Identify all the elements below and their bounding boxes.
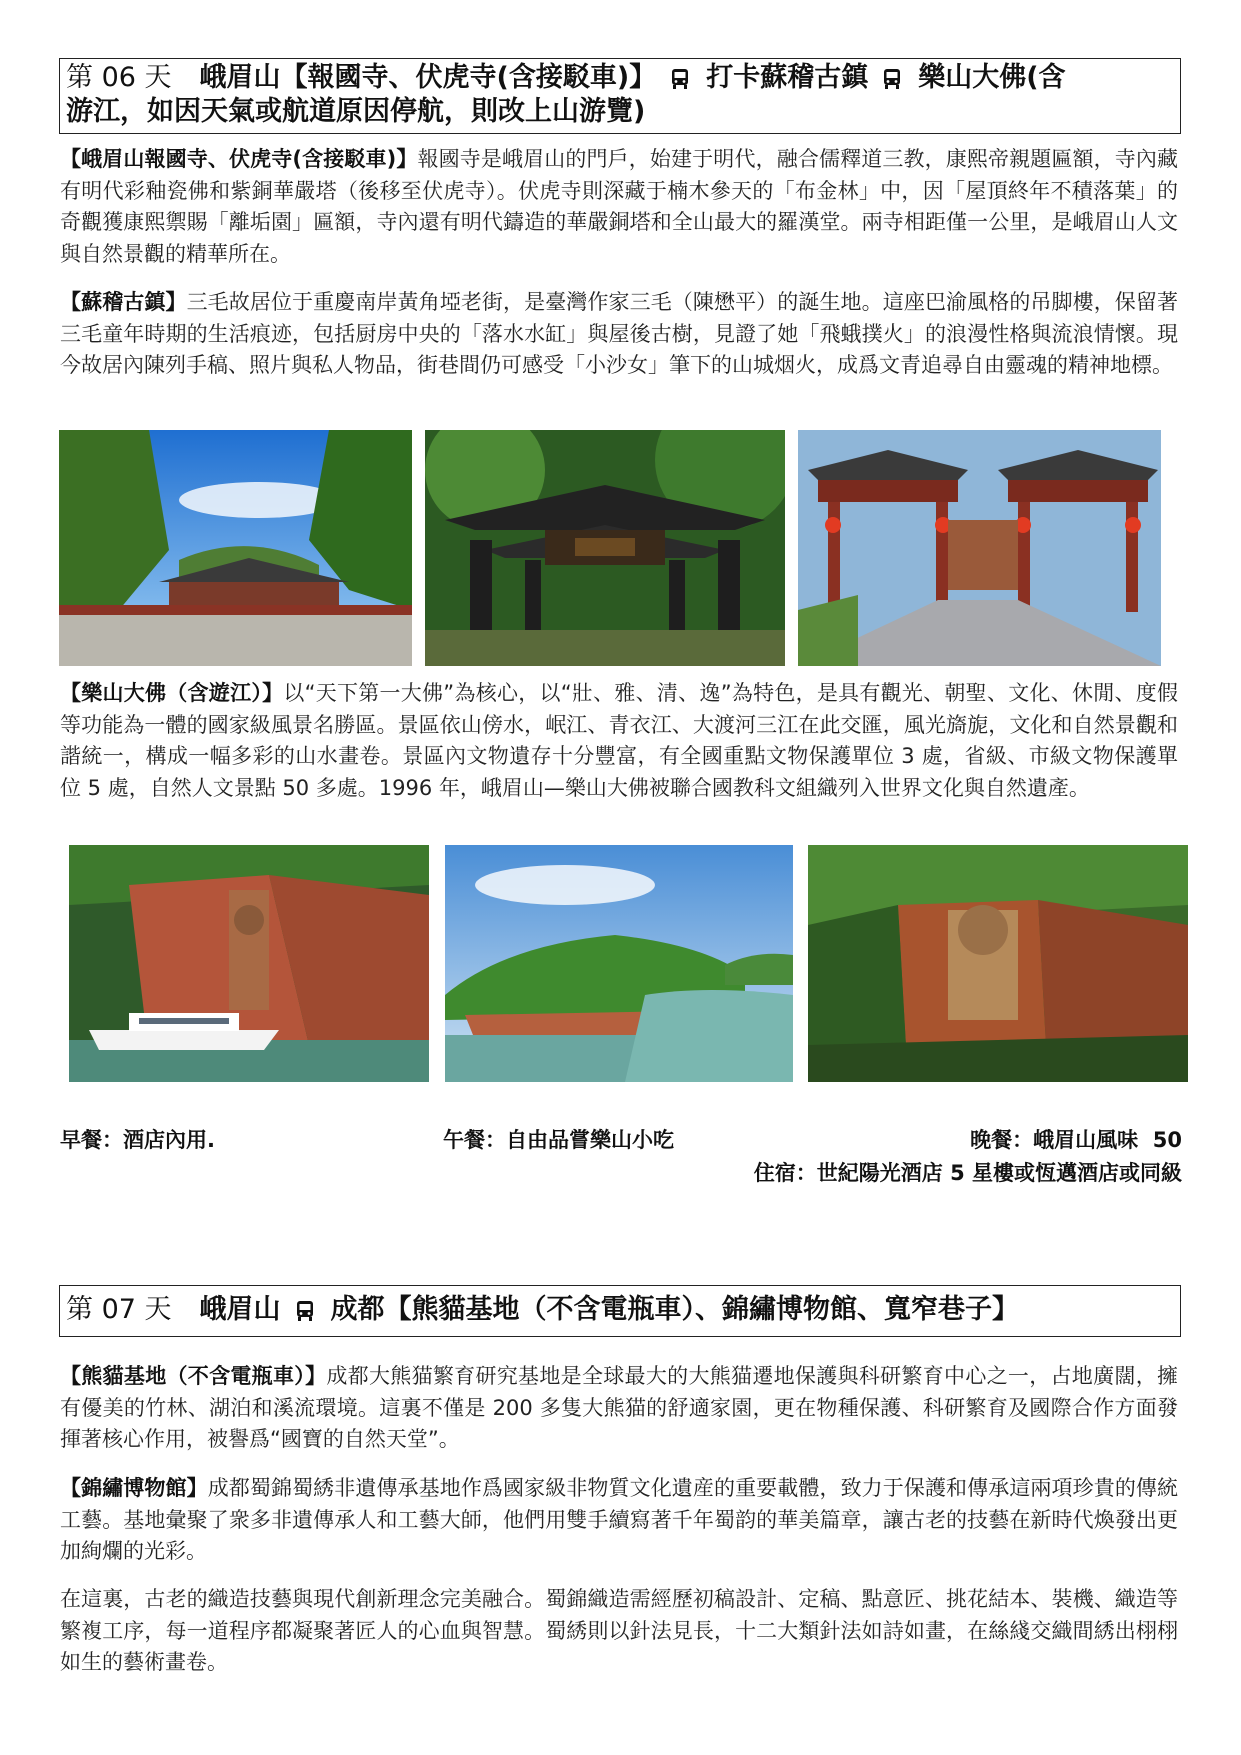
- bus-icon: [882, 68, 902, 88]
- day06-paragraph-leshan: [60, 678, 1178, 804]
- bus-icon: [295, 1300, 315, 1320]
- day07-paragraph-weaving: [60, 1584, 1178, 1679]
- photo-leshan-aerial: [445, 845, 793, 1082]
- day06-route-part2: 打卡蘇稽古鎮: [706, 62, 869, 93]
- day07-paragraph-museum: [60, 1473, 1178, 1568]
- hotel-label: 住宿：世紀陽光酒店 5 星樓或恆邁酒店或同級: [753, 1161, 1182, 1185]
- photo-fuhu-temple-gate: [425, 430, 785, 666]
- paragraph-title: 【錦繡博物館】: [60, 1476, 208, 1500]
- day07-route-part2: 成都【熊貓基地（不含電瓶車）、錦繡博物館、寬窄巷子】: [330, 1294, 1020, 1325]
- day07-header: [59, 1285, 1181, 1337]
- day07-label: 第 07 天: [66, 1294, 172, 1325]
- photo-suji-bridge: [798, 430, 1161, 666]
- day06-paragraph-suji: [60, 287, 1178, 382]
- photo-leshan-buddha: [808, 845, 1188, 1082]
- day07-paragraph-panda: [60, 1361, 1178, 1456]
- paragraph-text: 成都大熊猫繁育研究基地是全球最大的大熊猫遷地保護與科研繁育中心之一，占地廣闊，擁有優美的竹林、湖泊和溪流環境。這裏不僅是 200 多隻大熊猫的舒適家園，更在物種保護、科研繁育及國際合作方面發揮著核心作用，被譽爲“國寶的自然天堂”。: [60, 1364, 1178, 1451]
- paragraph-title: 【熊貓基地（不含電瓶車）】: [60, 1364, 327, 1388]
- day06-route-part3: 樂山大佛(含: [918, 62, 1066, 93]
- paragraph-text: 以“天下第一大佛”為核心，以“壯、雅、清、逸”為特色，是具有觀光、朝聖、文化、休閒、度假等功能為一體的國家級風景名勝區。景區依山傍水，岷江、青衣江、大渡河三江在此交匯，風光旖旎，文化和自然景觀和諧統一，構成一幅多彩的山水畫卷。景區內文物遺存十分豐富，有全國重點文物保護單位 3 處，省級、市級文物保護單位 5 處，自然人文景點 50 多處。1996 年，峨眉山—樂山大佛被聯合國教科文組織列入世界文化與自然遺產。: [60, 681, 1179, 800]
- paragraph-title: 【樂山大佛（含遊江）】: [60, 681, 284, 705]
- photo-baoguo-temple: [59, 430, 412, 666]
- paragraph-text: 在這裏，古老的織造技藝與現代創新理念完美融合。蜀錦織造需經歷初稿設計、定稿、點意匠、挑花結本、裝機、織造等繁複工序，每一道程序都凝聚著匠人的心血與智慧。蜀綉則以針法見長，十二大類針法如詩如畫，在絲綫交織間綉出栩栩如生的藝術畫卷。: [60, 1587, 1178, 1674]
- day06-route-line2: 游江，如因天氣或航道原因停航，則改上山游覽): [66, 96, 646, 127]
- photo-leshan-boat: [69, 845, 429, 1082]
- day06-header: [59, 58, 1181, 134]
- paragraph-title: 【峨眉山報國寺、伏虎寺(含接駁車)】: [60, 147, 418, 171]
- dinner-label: 晚餐：峨眉山風味 50: [970, 1128, 1182, 1152]
- day06-paragraph-baoguo: [60, 144, 1178, 270]
- day06-route-part1: 峨眉山【報國寺、伏虎寺(含接駁車)】: [199, 62, 657, 93]
- lunch-label: 午餐：自由品嘗樂山小吃: [443, 1128, 674, 1152]
- paragraph-text: 三毛故居位于重慶南岸黃角埡老街，是臺灣作家三毛（陳懋平）的誕生地。這座巴渝風格的吊脚樓，保留著三毛童年時期的生活痕迹，包括厨房中央的「落水水缸」與屋後古樹，見證了她「飛蛾撲火」的浪漫性格與流浪情懷。現今故居內陳列手稿、照片與私人物品，街巷間仍可感受「小沙女」筆下的山城烟火，成爲文青追尋自由靈魂的精神地標。: [60, 290, 1178, 377]
- day07-route-part1: 峨眉山: [199, 1294, 281, 1325]
- paragraph-text: 報國寺是峨眉山的門戶，始建于明代，融合儒釋道三教，康熙帝親題匾額，寺內藏有明代彩釉瓷佛和紫銅華嚴塔（後移至伏虎寺）。伏虎寺則深藏于楠木參天的「布金林」中，因「屋頂終年不積落葉」的奇觀獲康熙禦賜「離垢園」匾額，寺內還有明代鑄造的華嚴銅塔和全山最大的羅漢堂。兩寺相距僅一公里，是峨眉山人文與自然景觀的精華所在。: [60, 147, 1179, 266]
- bus-icon: [670, 68, 690, 88]
- day06-label: 第 06 天: [66, 62, 172, 93]
- breakfast-label: 早餐：酒店內用.: [60, 1128, 215, 1152]
- paragraph-title: 【蘇稽古鎮】: [60, 290, 187, 314]
- paragraph-text: 成都蜀錦蜀綉非遺傳承基地作爲國家級非物質文化遺産的重要載體，致力于保護和傳承這兩項珍貴的傳統工藝。基地彙聚了衆多非遺傳承人和工藝大師，他們用雙手續寫著千年蜀韵的華美篇章，讓古老的技藝在新時代煥發出更加絢爛的光彩。: [60, 1476, 1179, 1563]
